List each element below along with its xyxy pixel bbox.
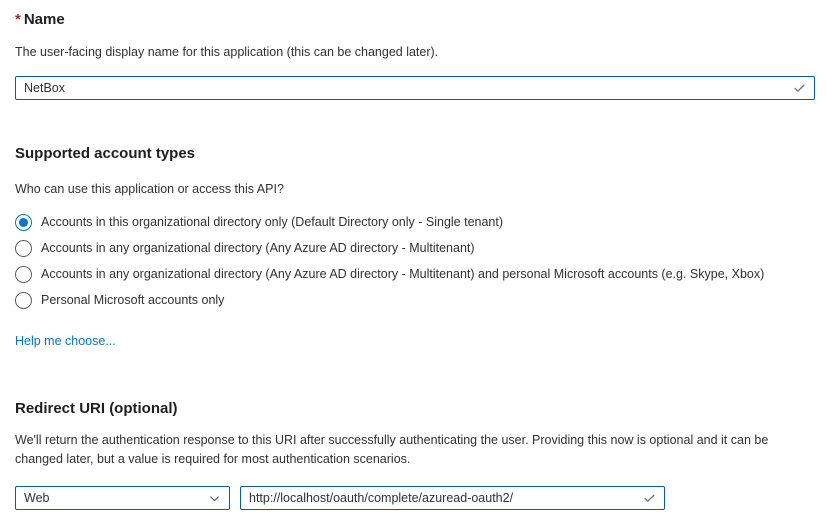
supported-account-types-title: Supported account types [15, 145, 196, 162]
radio-option-label: Accounts in any organizational directory (Any Azure AD directory - Multitenant) [41, 241, 475, 255]
supported-account-types-section [15, 144, 815, 350]
required-asterisk: * [15, 11, 21, 28]
account-types-radio-group [15, 209, 815, 313]
radio-option-multitenant-personal[interactable] [15, 261, 815, 287]
platform-select[interactable] [15, 486, 230, 510]
redirect-uri-input[interactable] [249, 491, 635, 505]
radio-button-icon[interactable] [15, 292, 32, 309]
name-label-text: Name [23, 11, 65, 28]
radio-option-single-tenant[interactable] [15, 209, 815, 235]
chevron-down-icon [208, 492, 221, 505]
name-input-container [15, 76, 815, 100]
name-section [15, 10, 815, 100]
redirect-uri-section [15, 399, 815, 510]
platform-select-value: Web [24, 491, 50, 505]
account-types-question: Who can use this application or access this API? [15, 182, 284, 196]
radio-option-personal-only[interactable] [15, 287, 815, 313]
check-icon [793, 82, 806, 95]
help-me-choose-link[interactable]: Help me choose... [15, 334, 116, 348]
radio-option-label: Accounts in any organizational directory (Any Azure AD directory - Multitenant) and personal Microsoft accounts (e.g. Skype, Xbox) [41, 267, 765, 281]
radio-button-icon[interactable] [15, 240, 32, 257]
check-icon [643, 492, 656, 505]
redirect-uri-row [15, 486, 815, 510]
radio-button-icon[interactable] [15, 214, 32, 231]
radio-button-icon[interactable] [15, 266, 32, 283]
redirect-uri-input-container [240, 486, 665, 510]
name-label [15, 10, 815, 30]
name-input[interactable] [24, 81, 785, 95]
redirect-uri-helper-text: We'll return the authentication response to this URI after successfully authenticating the user. Providing this now is optional and it can be changed later, but a value is required for most authentication scenarios. [15, 433, 769, 466]
radio-option-label: Accounts in this organizational directory only (Default Directory only - Single tenant) [41, 215, 504, 229]
radio-option-multitenant[interactable] [15, 235, 815, 261]
radio-option-label: Personal Microsoft accounts only [41, 293, 225, 307]
redirect-uri-title: Redirect URI (optional) [15, 400, 178, 417]
name-helper-text: The user-facing display name for this application (this can be changed later). [15, 45, 439, 59]
